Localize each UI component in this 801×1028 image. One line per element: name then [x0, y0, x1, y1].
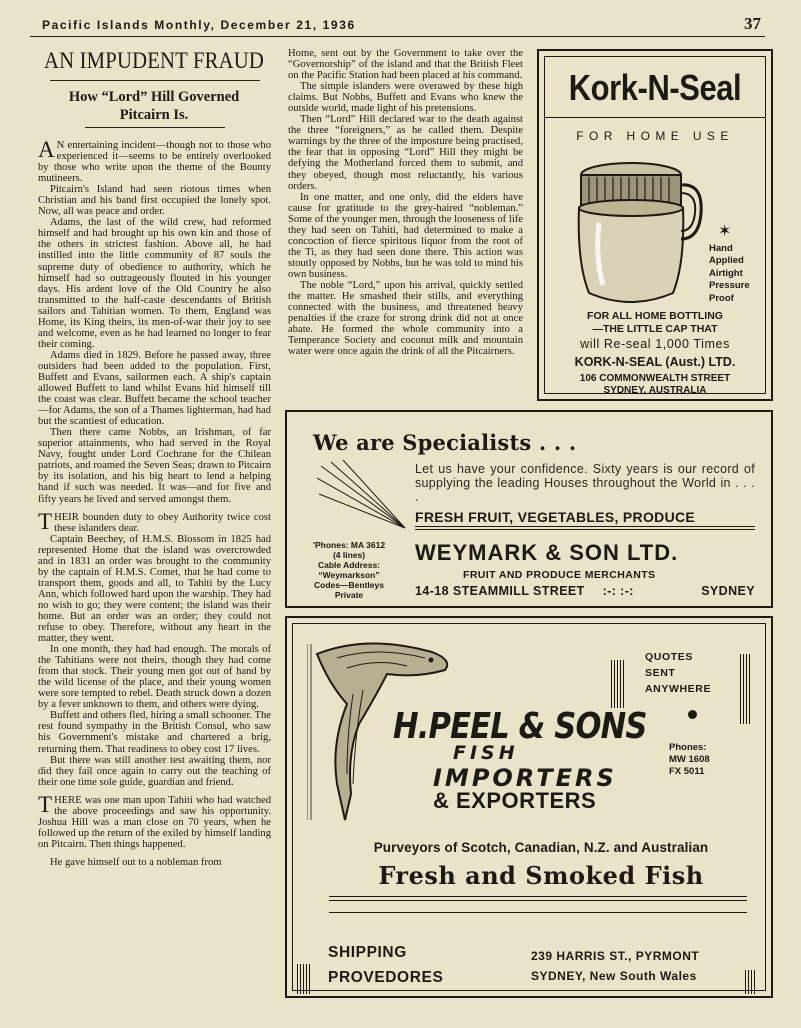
paragraph: In one matter, and one only, did the elders have cause for gratitude to the grey-haired “nobleman.” Some of the younger men, through the looseness of life they had seen on Tahiti, had determined to make a concoction of fierce spiritous liquor from the root of the Ti, as they had seen done there. This action was stoutly opposed by Nobbs, but he was told to mind his own business. — [288, 191, 523, 280]
address-line: SYDNEY, New South Wales — [531, 969, 697, 983]
article-subtitle — [38, 88, 270, 124]
feature-item: Airtight — [709, 267, 743, 279]
cable-address: “Weymarkson” — [318, 570, 380, 580]
weymark-rule — [415, 529, 755, 530]
paragraph: Captain Beechey, of H.M.S. Blossom in 1825 had represented Home that the island was overcrowded and in 1831 an order was brought to the community by the captain of H.M.S. Comet, that he had come to transport them, goods and all, to Tahiti by the Lucy Ann, which followed hard upon the warship. They had no wish to go; they were content; the island was their home. But an order was an order; they could not refuse to obey. Therefore, without any heart in the matter, they went. — [38, 533, 271, 645]
title-rule — [50, 80, 260, 81]
decorative-bars — [745, 970, 755, 994]
weymark-separator: :-: :-: — [602, 584, 634, 598]
kork-address-1: 106 COMMONWEALTH STREET — [579, 373, 731, 384]
sunburst-lines-icon — [317, 460, 407, 530]
peel-purveyors: Purveyors of Scotch, Canadian, N.Z. and Australian — [373, 840, 709, 855]
address-line: 239 HARRIS ST., PYRMONT — [531, 949, 700, 963]
weymark-rule — [415, 526, 755, 527]
paragraph: Pitcairn's Island had seen riotous times when Christian and his band first occupied the lonely spot. Now, all was peace and order. — [38, 184, 271, 218]
peel-rule — [329, 900, 747, 901]
page-header — [30, 14, 765, 37]
weymark-company: WEYMARK & SON LTD. — [415, 540, 679, 565]
peel-phones — [669, 742, 710, 778]
kork-address-2: SYDNEY, AUSTRALIA — [603, 385, 707, 396]
subtitle-line-1: How “Lord” Hill Governed — [68, 89, 240, 105]
article-column-2 — [288, 48, 523, 357]
phone-lines: (4 lines) — [332, 550, 366, 560]
paragraph: Then there came Nobbs, an Irishman, of far superior attainments, who had served in the Royal Navy, fought under Lord Cochrane for the Chilean patriots, and roamed the Seven Seas; drawn to Pitcairn by its isolation, and his big heart to lend a helping hand if such was needed. It was—and for five and fifty years he lived and served amongst them. — [38, 427, 271, 505]
quotes-block — [645, 649, 711, 697]
decorative-bars — [611, 660, 624, 708]
kork-line-1: FOR ALL HOME BOTTLING — [587, 310, 723, 322]
peel-shipping — [328, 940, 443, 990]
kork-line-3: will Re-seal 1,000 Times — [580, 337, 730, 351]
phone-number: FX 5011 — [669, 766, 705, 777]
kork-tagline: FOR HOME USE — [576, 129, 734, 143]
weymark-merchants: FRUIT AND PRODUCE MERCHANTS — [463, 569, 656, 581]
paragraph: Adams died in 1829. Before he passed away, three outsiders had been added to the population. First, Buffett and Evans, sailormen each. A ship's captain allowed Buffett to land whilst Evans hid himself till the coast was clear. Buffett became the school teacher—for Adams, the son of a Thames lighterman, had had but the scantiest of education. — [38, 349, 271, 428]
weymark-copy: Let us have your confidence. Sixty years is our record of supplying the leading Houses throughout the World in . . . . — [415, 462, 755, 504]
paragraph: THEIR bounden duty to obey Authority twice cost these islanders dear. — [38, 508, 271, 534]
weymark-headline: We are Specialists . . . — [313, 430, 577, 455]
paragraph: Adams, the last of the wild crew, had reformed himself and had brought up his own kin and those of the others in strictest fashion. Above all, he had instilled into the little community of 87 souls the supreme duty of obedience to authority, which he himself had so outrageously flouted in his younger days. His ardent love of the Old Country he also transmitted to the half-caste descendants of British sailors and Tahitian women. To them, England was Home, its King theirs, its men-of-war their joy to see and welcome, even as he had learned no longer to fear their coming. — [38, 217, 271, 350]
quotes-line: ANYWHERE — [645, 683, 712, 695]
article-title: AN IMPUDENT FRAUD — [43, 48, 265, 73]
peel-fresh-smoked: Fresh and Smoked Fish — [378, 861, 704, 890]
codes-private: Private — [334, 590, 364, 600]
weymark-produce: FRESH FRUIT, VEGETABLES, PRODUCE — [415, 509, 696, 525]
phones-label: Phones: — [669, 742, 707, 753]
cable-label: Cable Address: — [317, 560, 381, 570]
peel-rule — [329, 912, 747, 913]
codes: Codes—Bentleys — [314, 580, 384, 590]
kork-features — [709, 243, 750, 305]
peel-sons-ad — [285, 616, 773, 998]
peel-fish: FISH — [453, 742, 519, 764]
star-icon: ✶ — [718, 223, 732, 240]
paragraph: The simple islanders were overawed by these high claims. But Nobbs, Buffett and Evans who knew the outside world, made light of his pretensions. — [288, 81, 523, 115]
decorative-bars — [297, 964, 310, 994]
weymark-contact — [295, 540, 403, 600]
peel-ad-frame — [292, 623, 766, 991]
peel-address — [531, 946, 699, 986]
weymark-address-line — [415, 584, 755, 598]
shipping-line: SHIPPING — [328, 944, 407, 961]
provedores-line: PROVEDORES — [328, 969, 444, 986]
paragraph: But there was still another test awaiting them, nor did they fail once again to carry out the teaching of their one time sole guide, guardian and friend. — [38, 754, 271, 788]
quotes-line: SENT — [645, 667, 676, 679]
subtitle-rule — [85, 127, 225, 128]
phone-number: MW 1608 — [669, 754, 710, 765]
paragraph: In one month, they had had enough. The morals of the Tahitians were not theirs, though they had come from that stock. Their young men got out of hand by the wild license of the place, and their young women were sore tempted to rebel. Death struck down a dozen by a fever unknown to them, and others were dying. — [38, 644, 271, 711]
feature-item: Applied — [709, 255, 744, 267]
feature-item: Hand — [709, 243, 733, 254]
publication-line: Pacific Islands Monthly, December 21, 1936 — [42, 18, 356, 32]
peel-importers: IMPORTERS — [433, 764, 617, 792]
jar-illustration — [569, 153, 709, 313]
subtitle-line-2: Pitcairn Is. — [119, 107, 189, 123]
kork-n-seal-ad — [537, 49, 773, 401]
weymark-address: 14-18 STEAMMILL STREET — [415, 584, 585, 598]
peel-exporters: & EXPORTERS — [433, 788, 597, 813]
kork-rule — [545, 117, 765, 118]
paragraph: The noble “Lord,” upon his arrival, quickly settled the matter. He smashed their stills, and everything connected with the business, and threatened heavy penalties if the craze for strong drink did not at once abate. He formed the whole community into a Temperance Society and coconut milk and mountain water were once again the drink of all the Pitcairners. — [288, 279, 523, 358]
page-number: 37 — [744, 14, 761, 33]
feature-item: Proof — [709, 292, 734, 304]
paragraph: Then “Lord” Hill declared war to the death against the three “foreigners,” as he called them. Despite warnings by the three of the imposture being practised, the fear that in opposing “Lord” Hill they might be defying the Motherland forced them to submit, and they obeyed, though most reluctantly, his various orders. — [288, 114, 523, 192]
paragraph: He gave himself out to a nobleman from — [50, 856, 222, 868]
kork-company: KORK-N-SEAL (Aust.) LTD. — [574, 355, 736, 369]
quotes-line: QUOTES — [645, 651, 693, 663]
paragraph: Buffett and others fled, hiring a small schooner. The rest found sympathy in the British Consul, who saw his Government's mistake and chartered a brig, returning them. That readiness to obey cost 17 lives. — [38, 710, 271, 755]
paragraph: AN entertaining incident—though not to those who experienced it—seems to be entirely overlooked by those who write upon the theme of the Bounty mutineers. — [38, 137, 271, 185]
kork-brand: Kork-N-Seal — [568, 67, 742, 108]
decorative-bars — [740, 654, 750, 724]
kork-line-2: —THE LITTLE CAP THAT — [592, 323, 718, 335]
kork-ad-frame — [544, 56, 766, 394]
weymark-city: SYDNEY — [701, 584, 755, 598]
weymark-ad — [285, 410, 773, 608]
bullet-dot — [688, 710, 697, 719]
phones: 'Phones: MA 3612 — [312, 540, 386, 550]
peel-company: H.PEEL & SONS — [393, 706, 647, 747]
paragraph: THERE was one man upon Tahiti who had watched the above proceedings and saw his opportunity. Joshua Hill was a man close on 70 years, when he followed up the return of the exiled by himself landing on Pitcairn. Then things happened. — [38, 791, 271, 850]
feature-item: Pressure — [709, 280, 750, 292]
paragraph: Home, sent out by the Government to take over the “Governorship” of the island and that the British Fleet on the Pacific Station had been placed at his command. — [288, 48, 523, 82]
article-column-1 — [38, 137, 271, 868]
peel-rule — [329, 896, 747, 897]
